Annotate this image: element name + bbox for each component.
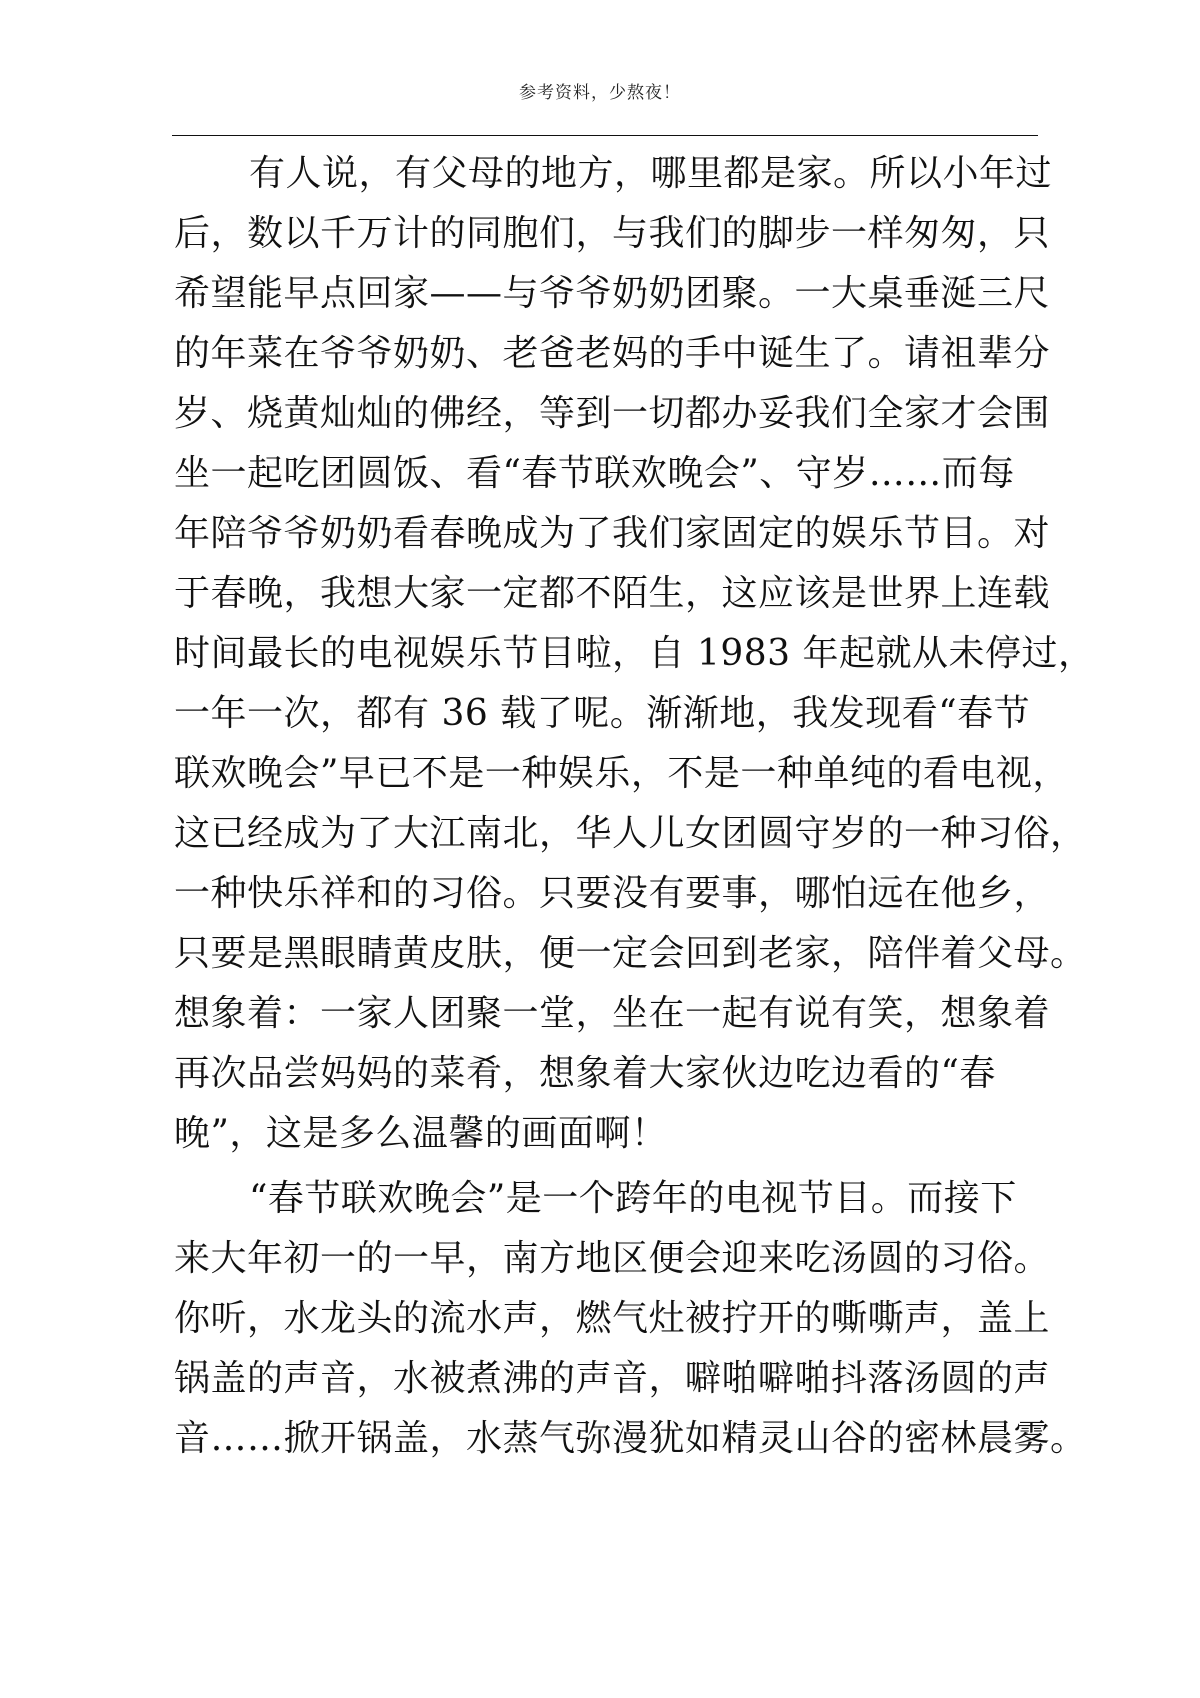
paragraph: [174, 144, 1095, 1164]
page-header: 参考资料，少熬夜！: [519, 83, 681, 103]
document-body: [174, 144, 1095, 1469]
text-line: 你听，水龙头的流水声，燃气灶被拧开的嘶嘶声，盖上: [174, 1298, 1051, 1339]
text-line: 再次品尝妈妈的菜肴，想象着大家伙边吃边看的“春: [174, 1053, 996, 1094]
text-line: 一种快乐祥和的习俗。只要没有要事，哪怕远在他乡，: [174, 873, 1051, 914]
text-line: 年陪爷爷奶奶看春晚成为了我们家固定的娱乐节目。对: [174, 513, 1051, 554]
text-line: 岁、烧黄灿灿的佛经，等到一切都办妥我们全家才会围: [174, 393, 1051, 434]
text-line: 锅盖的声音，水被煮沸的声音，噼啪噼啪抖落汤圆的声: [174, 1358, 1051, 1399]
text-line: 想象着：一家人团聚一堂，坐在一起有说有笑，想象着: [174, 993, 1051, 1034]
text-line: 后，数以千万计的同胞们，与我们的脚步一样匆匆，只: [174, 213, 1051, 254]
text-line: 晚”，这是多么温馨的画面啊！: [174, 1113, 668, 1154]
text-line: 希望能早点回家——与爷爷奶奶团聚。一大桌垂涎三尺: [174, 273, 1051, 314]
text-line: 有人说，有父母的地方，哪里都是家。所以小年过: [249, 153, 1053, 194]
paragraph: [174, 1169, 1087, 1469]
text-line: 的年菜在爷爷奶奶、老爸老妈的手中诞生了。请祖辈分: [174, 333, 1051, 374]
text-line: 坐一起吃团圆饭、看“春节联欢晚会”、守岁……而每: [174, 453, 1015, 494]
text-line: 时间最长的电视娱乐节目啦，自 1983 年起就从未停过，: [174, 633, 1095, 674]
text-line: 这已经成为了大江南北，华人儿女团圆守岁的一种习俗，: [174, 813, 1087, 854]
text-line: “春节联欢晚会”是一个跨年的电视节目。而接下: [249, 1178, 1017, 1219]
text-line: 只要是黑眼睛黄皮肤，便一定会回到老家，陪伴着父母。: [174, 933, 1087, 974]
text-line: 于春晚，我想大家一定都不陌生，这应该是世界上连载: [174, 573, 1051, 614]
text-line: 联欢晚会”早已不是一种娱乐，不是一种单纯的看电视，: [174, 753, 1069, 794]
text-line: 音……掀开锅盖，水蒸气弥漫犹如精灵山谷的密林晨雾。: [174, 1418, 1087, 1459]
text-line: 来大年初一的一早，南方地区便会迎来吃汤圆的习俗。: [174, 1238, 1051, 1279]
header-divider: [172, 135, 1038, 136]
text-line: 一年一次，都有 36 载了呢。渐渐地，我发现看“春节: [174, 693, 1031, 734]
